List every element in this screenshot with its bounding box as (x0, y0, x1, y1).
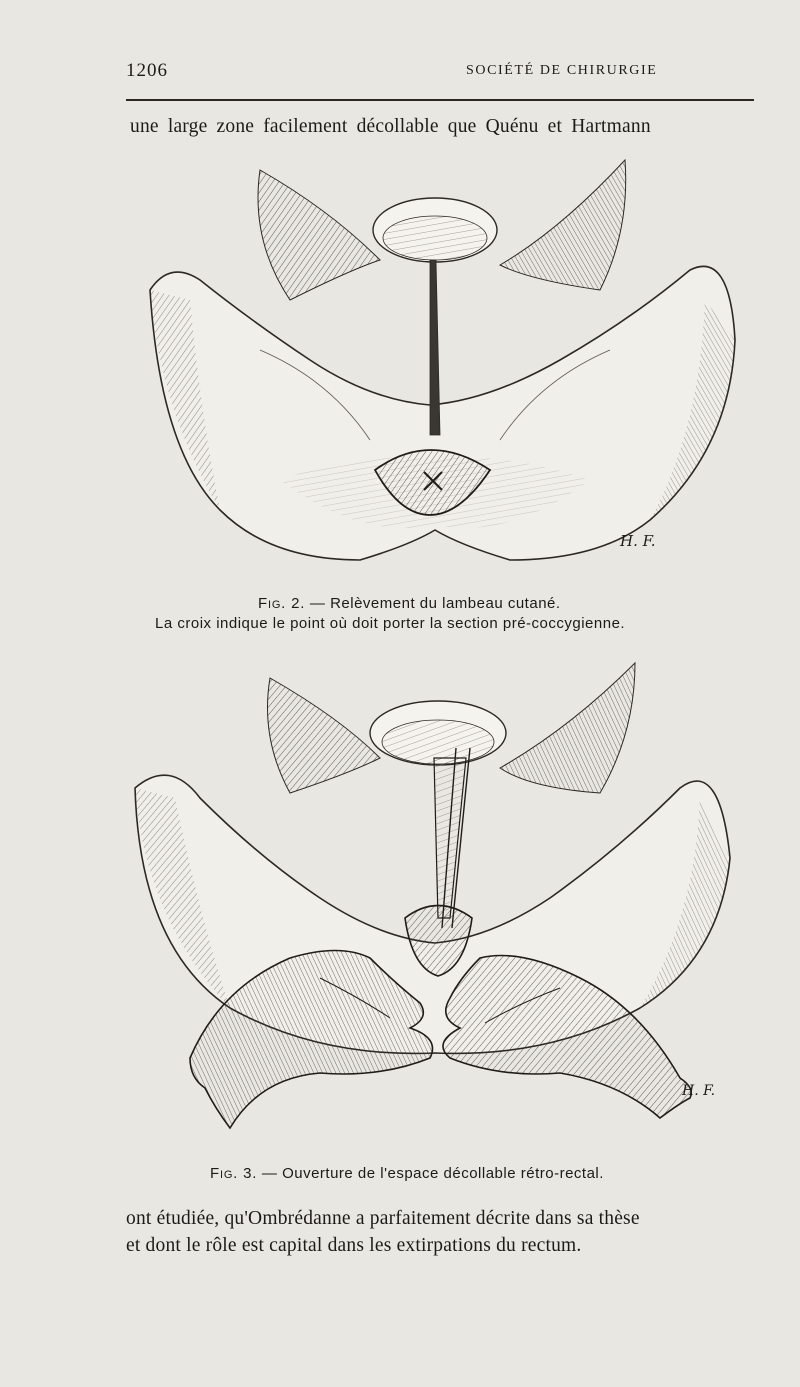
body-text-bottom-line2: et dont le rôle est capital dans les extirpations du rectum. (126, 1235, 582, 1256)
body-text-bottom-line1: ont étudiée, qu'Ombrédanne a parfaitement décrite dans sa thèse (126, 1208, 640, 1229)
figure-2-signature: H. F. (620, 532, 656, 550)
body-text-top: une large zone facilement décollable que Quénu et Hartmann (130, 116, 651, 137)
figure-2-caption-title: — Relèvement du lambeau cutané. (309, 595, 561, 612)
running-title: SOCIÉTÉ DE CHIRURGIE (466, 63, 658, 78)
running-head (126, 60, 754, 86)
figure-3-caption (210, 1165, 604, 1182)
figure-3-engraving (120, 658, 750, 1158)
figure-2-caption-line1 (258, 595, 561, 612)
figure-3-illustration (120, 658, 750, 1158)
figure-3-signature: H. F. (682, 1083, 716, 1099)
figure-2-illustration (130, 150, 750, 590)
figure-2-caption-line2: La croix indique le point où doit porter la section pré-coccygienne. (155, 615, 626, 632)
page-number: 1206 (126, 60, 168, 81)
figure-2-label: Fig. 2. (258, 595, 306, 612)
figure-3-caption-title: — Ouverture de l'espace décollable rétro-rectal. (261, 1165, 604, 1182)
figure-2-engraving (130, 150, 750, 590)
figure-3-label: Fig. 3. (210, 1165, 258, 1182)
header-rule (126, 99, 754, 101)
